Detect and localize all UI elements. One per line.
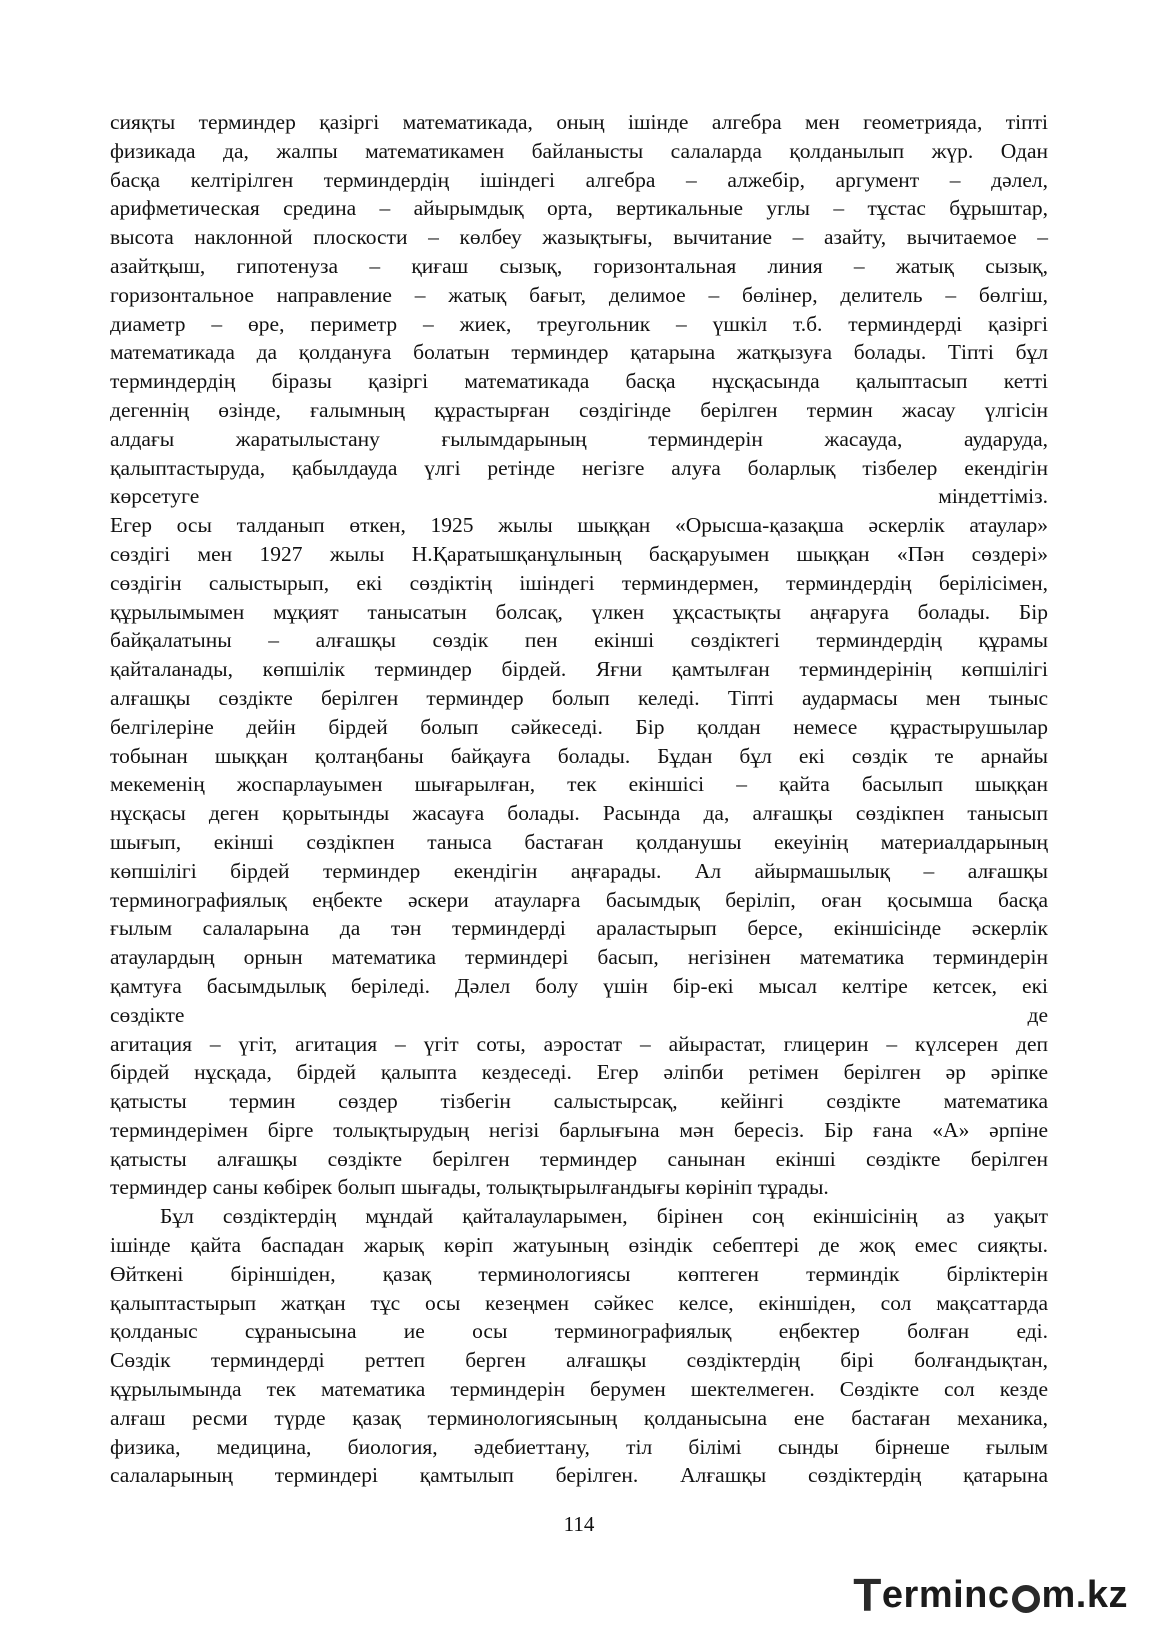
text-line: терминдердің біразы қазіргі математикада басқа нұсқасында қалыптасып кетті — [110, 369, 1048, 394]
text-line: алғашқы сөздікте берілген терминдер болып келеді. Тіпті аудармасы мен тыныс — [110, 685, 1048, 710]
text-line: көпшілігі бірдей терминдер екендігін аңғарады. Ал айырмашылық – алғашқы — [110, 858, 1048, 883]
text-line: сияқты терминдер қазіргі математикада, оның ішінде алгебра мен геометрияда, тіпті — [110, 110, 1048, 134]
text-line: диаметр – өре, периметр – жиек, треугольник – үшкіл т.б. терминдерді қазіргі — [110, 311, 1048, 336]
text-line: шығып, екінші сөздікпен таныса бастаған қолданушы екеуінің материалдарының — [110, 829, 1048, 854]
text-line: құрылымында тек математика терминдерін берумен шектелмеген. Сөздікте сол кезде — [110, 1377, 1048, 1402]
text-line: физикада да, жалпы математикамен байланысты салаларда қолданылып жүр. Одан — [110, 138, 1048, 163]
text-line: құрылымымен мұқият танысатын болсақ, үлкен ұқсастықты аңғаруға болады. Бір — [110, 599, 1048, 624]
text-line: қалыптастыруда, қабылдауда үлгі ретінде негізге алуға боларлық тізбелер екендігін — [110, 455, 1048, 480]
text-line: математикада да қолдануға болатын терминдер қатарына жатқызуға болады. Тіпті бұл — [110, 340, 1048, 365]
text-line: басқа келтірілген терминдердің ішіндегі алгебра – алжебір, аргумент – дәлел, — [110, 167, 1048, 192]
logo-t: T — [853, 1569, 882, 1621]
text-line: сөздігі мен 1927 жылы Н.Қаратышқанұлының басқаруымен шыққан «Пән сөздері» — [110, 541, 1048, 566]
text-line: қатысты алғашқы сөздікте берілген терминдер санынан екінші сөздікте берілген — [110, 1146, 1048, 1171]
text-line: терминографиялық еңбекте әскери атауларға басымдық беріліп, оған қосымша басқа — [110, 887, 1048, 912]
logo-text-1: erminc — [881, 1573, 1010, 1616]
text-line: дегеннің өзінде, ғалымның құрастырған сөздігінде берілген термин жасау үлгісін — [110, 397, 1048, 422]
text-line: қамтуға басымдылық беріледі. Дәлел болу үшін бір-екі мысал келтіре кетсек, екі — [110, 973, 1048, 998]
logo-text-2: m.kz — [1041, 1573, 1128, 1616]
text-line: қайталанады, көпшілік терминдер бірдей. Яғни қамтылған терминдерінің көпшілігі — [110, 657, 1048, 682]
text-line: терминдер саны көбірек болып шығады, толықтырылғандығы көрініп тұрады. — [110, 1175, 829, 1200]
document-body — [110, 108, 1048, 1490]
text-line: высота наклонной плоскости – көлбеу жазықтығы, вычитание – азайту, вычитаемое – — [110, 225, 1048, 250]
text-line: қалыптастырып жатқан тұс осы кезеңмен сәйкес келсе, екіншіден, сол мақсаттарда — [110, 1290, 1048, 1315]
text-line: қолданыс сұранысына ие осы терминографиялық еңбектер болған еді. — [110, 1319, 1048, 1344]
text-line: арифметическая средина – айырымдық орта, вертикальные углы – тұстас бұрыштар, — [110, 196, 1048, 221]
text-line: Сөздік терминдерді реттеп берген алғашқы сөздіктердің бірі болғандықтан, — [110, 1348, 1048, 1373]
text-line: нұсқасы деген қорытынды жасауға болады. Расында да, алғашқы сөздікпен танысып — [110, 801, 1048, 826]
text-line: Өйткені біріншіден, қазақ терминологиясы көптеген терминдік бірліктерін — [110, 1261, 1048, 1286]
text-line: горизонтальное направление – жатық бағыт, делимое – бөлінер, делитель – бөлгіш, — [110, 282, 1048, 307]
text-line: Егер осы талданып өткен, 1925 жылы шыққан «Орысша-қазақша әскерлік атаулар» — [110, 513, 1048, 538]
text-line: сөздікте де — [110, 1002, 1048, 1027]
text-line: агитация – үгіт, агитация – үгіт соты, аэростат – айырастат, глицерин – күлсерен деп — [110, 1031, 1048, 1056]
text-line: атаулардың орнын математика терминдері басып, негізінен математика терминдерін — [110, 945, 1048, 970]
page-number: 114 — [563, 1512, 595, 1536]
text-line: физика, медицина, биология, әдебиеттану, тіл білімі сынды бірнеше ғылым — [110, 1434, 1048, 1459]
text-line: көрсетуге міндеттіміз. — [110, 484, 1048, 509]
text-line: белгілеріне дейін бірдей болып сәйкеседі. Бір қолдан немесе құрастырушылар — [110, 714, 1048, 739]
text-line: алғаш ресми түрде қазақ терминологиясының қолданысына ене бастаған механика, — [110, 1405, 1048, 1430]
text-line: сөздігін салыстырып, екі сөздіктің ішіндегі терминдермен, терминдердің берілісімен, — [110, 570, 1048, 595]
text-line: мекеменің жоспарлауымен шығарылған, тек екіншісі – қайта басылып шыққан — [110, 772, 1048, 797]
logo-o-icon — [1012, 1585, 1040, 1613]
text-line: бірдей нұсқада, бірдей қалыпта кездеседі. Егер әліпби ретімен берілген әр әріпке — [110, 1060, 1048, 1085]
text-line: Бұл сөздіктердің мұндай қайталауларымен, бірінен соң екіншісінің аз уақыт — [160, 1204, 1048, 1229]
text-line: терминдерімен бірге толықтырудың негізі барлығына мән бересіз. Бір ғана «А» әрпіне — [110, 1117, 1048, 1142]
text-line: салаларының терминдері қамтылып берілген. Алғашқы сөздіктердің қатарына — [110, 1463, 1048, 1488]
text-line: азайтқыш, гипотенуза – қиғаш сызық, горизонтальная линия – жатық сызық, — [110, 253, 1048, 278]
text-line: тобынан шыққан қолтаңбаны байқауға болады. Бұдан бұл екі сөздік те арнайы — [110, 743, 1048, 768]
text-line: байқалатыны – алғашқы сөздік пен екінші сөздіктегі терминдердің құрамы — [110, 628, 1048, 653]
termincom-logo — [853, 1571, 1128, 1619]
text-line: алдағы жаратылыстану ғылымдарының терминдерін жасауда, аударуда, — [110, 426, 1048, 451]
text-line: ғылым салаларына да тән терминдерді араластырып берсе, екіншісінде әскерлік — [110, 916, 1048, 941]
text-line: қатысты термин сөздер тізбегін салыстырсақ, кейінгі сөздікте математика — [110, 1089, 1048, 1114]
text-line: ішінде қайта баспадан жарық көріп жатуының өзіндік себептері де жоқ емес сияқты. — [110, 1233, 1048, 1258]
